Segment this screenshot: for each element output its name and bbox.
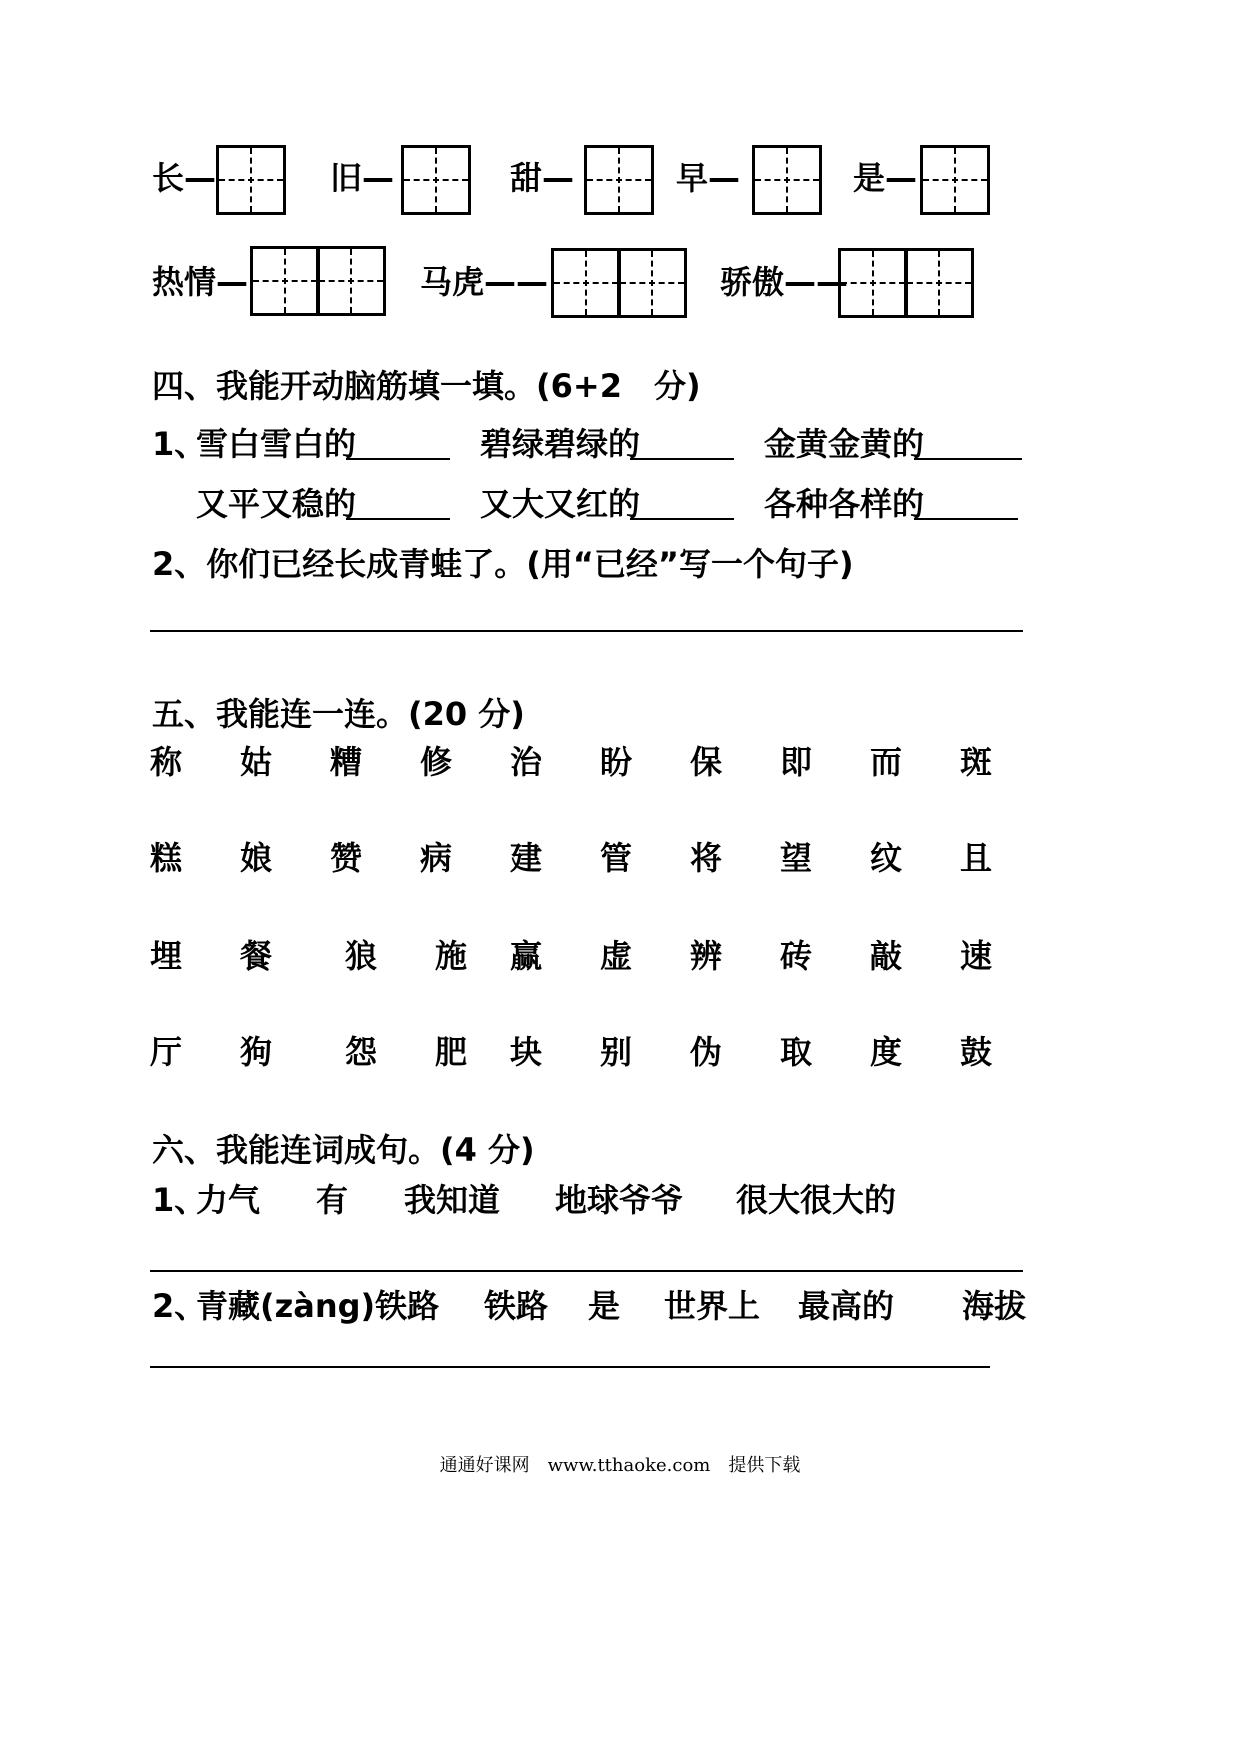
matching-char[interactable]: 病 [420, 839, 453, 877]
writing-grid-box[interactable] [216, 145, 286, 215]
writing-grid-box[interactable] [920, 145, 990, 215]
matching-char[interactable]: 且 [960, 839, 993, 877]
question-number: 2、 [152, 1287, 207, 1325]
answer-blank[interactable] [630, 518, 734, 520]
word-chip: 很大很大的 [736, 1181, 897, 1219]
matching-char[interactable]: 怨 [345, 1033, 378, 1071]
writing-grid-box[interactable] [250, 246, 320, 316]
section-heading: 四、我能开动脑筋填一填。(6+2 分) [152, 367, 701, 405]
matching-char[interactable]: 修 [420, 743, 453, 781]
word-chip: 青藏(zàng)铁路 [196, 1287, 440, 1325]
word-chip: 最高的 [798, 1287, 895, 1325]
matching-char[interactable]: 砖 [780, 937, 813, 975]
matching-char[interactable]: 糕 [150, 839, 183, 877]
matching-char[interactable]: 将 [690, 839, 723, 877]
answer-blank[interactable] [346, 458, 450, 460]
writing-grid-box[interactable] [401, 145, 471, 215]
matching-char[interactable]: 斑 [960, 743, 993, 781]
writing-grid-box[interactable] [904, 248, 974, 318]
word-chip: 力气 [196, 1181, 261, 1219]
matching-char[interactable]: 施 [435, 937, 468, 975]
question-prompt: 2、你们已经长成青蛙了。(用“已经”写一个句子) [152, 545, 854, 583]
matching-char[interactable]: 姑 [240, 743, 273, 781]
word-chip: 世界上 [664, 1287, 761, 1325]
fill-phrase: 雪白雪白的 [196, 425, 357, 463]
word-label: 是— [853, 159, 918, 197]
word-chip: 我知道 [404, 1181, 501, 1219]
word-label: 马虎—— [420, 263, 549, 301]
matching-char[interactable]: 埋 [150, 937, 183, 975]
writing-grid-box[interactable] [617, 248, 687, 318]
section-heading: 六、我能连词成句。(4 分) [152, 1131, 535, 1169]
writing-grid-box[interactable] [752, 145, 822, 215]
word-label: 甜— [510, 159, 575, 197]
answer-blank[interactable] [346, 518, 450, 520]
word-label: 骄傲—— [720, 263, 849, 301]
matching-char[interactable]: 厅 [150, 1033, 183, 1071]
writing-grid-box[interactable] [551, 248, 621, 318]
matching-char[interactable]: 即 [780, 743, 813, 781]
answer-line[interactable] [150, 630, 1023, 632]
word-chip: 地球爷爷 [555, 1181, 684, 1219]
fill-phrase: 金黄金黄的 [764, 425, 925, 463]
word-chip: 海拔 [962, 1287, 1027, 1325]
matching-char[interactable]: 餐 [240, 937, 273, 975]
page-footer: 通通好课网 www.tthaoke.com 提供下载 [439, 1455, 801, 1476]
matching-char[interactable]: 治 [510, 743, 543, 781]
matching-char[interactable]: 保 [690, 743, 723, 781]
matching-char[interactable]: 辨 [690, 937, 723, 975]
matching-char[interactable]: 块 [510, 1033, 543, 1071]
question-number: 1、 [152, 425, 207, 463]
matching-char[interactable]: 虚 [600, 937, 633, 975]
matching-char[interactable]: 度 [870, 1033, 903, 1071]
writing-grid-box[interactable] [316, 246, 386, 316]
answer-blank[interactable] [914, 518, 1018, 520]
fill-phrase: 又大又红的 [480, 485, 641, 523]
matching-char[interactable]: 而 [870, 743, 903, 781]
matching-char[interactable]: 别 [600, 1033, 633, 1071]
matching-char[interactable]: 狼 [345, 937, 378, 975]
fill-phrase: 碧绿碧绿的 [480, 425, 641, 463]
word-label: 旧— [330, 159, 395, 197]
word-label: 热情— [152, 263, 249, 301]
word-label: 早— [676, 159, 741, 197]
matching-char[interactable]: 称 [150, 743, 183, 781]
fill-phrase: 又平又稳的 [196, 485, 357, 523]
answer-blank[interactable] [914, 458, 1022, 460]
word-chip: 铁路 [484, 1287, 549, 1325]
matching-char[interactable]: 望 [780, 839, 813, 877]
matching-char[interactable]: 狗 [240, 1033, 273, 1071]
matching-char[interactable]: 管 [600, 839, 633, 877]
matching-char[interactable]: 娘 [240, 839, 273, 877]
matching-char[interactable]: 敲 [870, 937, 903, 975]
word-chip: 有 [316, 1181, 349, 1219]
writing-grid-box[interactable] [838, 248, 908, 318]
question-number: 1、 [152, 1181, 207, 1219]
answer-line[interactable] [150, 1270, 1023, 1272]
matching-char[interactable]: 纹 [870, 839, 903, 877]
matching-char[interactable]: 取 [780, 1033, 813, 1071]
matching-char[interactable]: 速 [960, 937, 993, 975]
answer-line[interactable] [150, 1366, 990, 1368]
word-label: 长— [152, 159, 217, 197]
matching-char[interactable]: 赢 [510, 937, 543, 975]
word-chip: 是 [588, 1287, 621, 1325]
fill-phrase: 各种各样的 [764, 485, 925, 523]
answer-blank[interactable] [630, 458, 734, 460]
writing-grid-box[interactable] [584, 145, 654, 215]
matching-char[interactable]: 伪 [690, 1033, 723, 1071]
matching-char[interactable]: 肥 [435, 1033, 468, 1071]
matching-char[interactable]: 盼 [600, 743, 633, 781]
matching-char[interactable]: 赞 [330, 839, 363, 877]
matching-char[interactable]: 鼓 [960, 1033, 993, 1071]
section-heading: 五、我能连一连。(20 分) [152, 695, 525, 733]
matching-char[interactable]: 糟 [330, 743, 363, 781]
matching-char[interactable]: 建 [510, 839, 543, 877]
